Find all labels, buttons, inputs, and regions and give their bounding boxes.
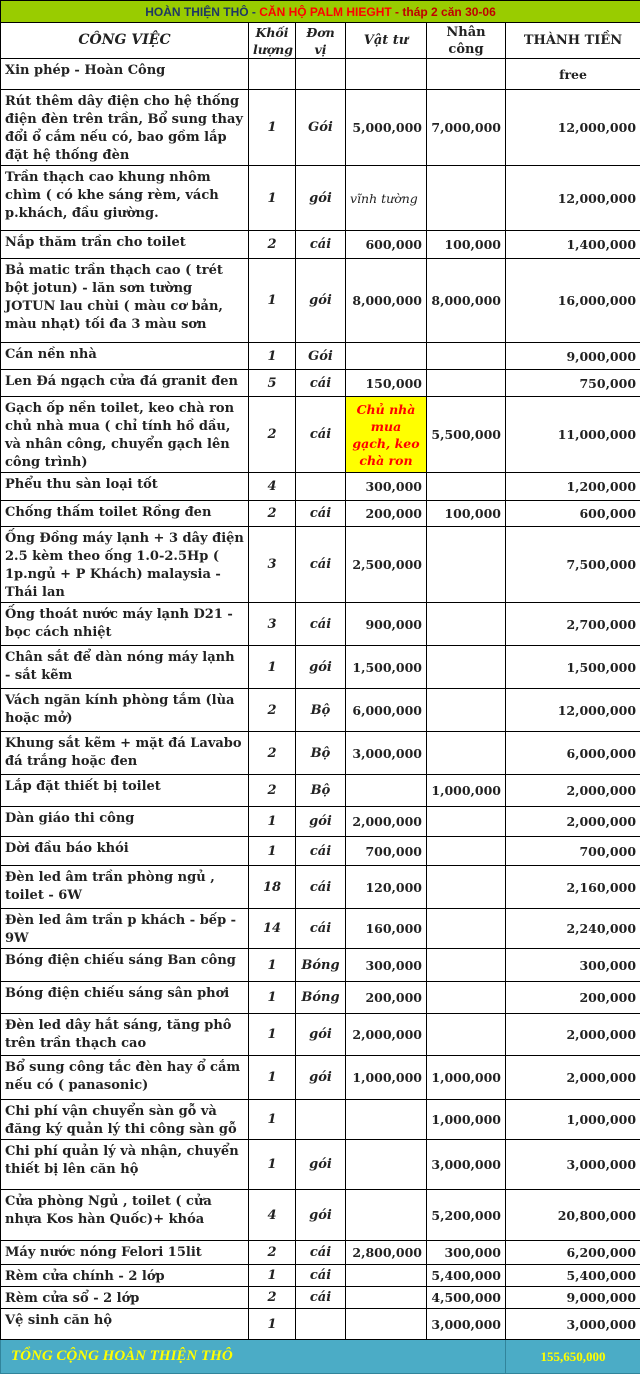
- row-unit: cái: [296, 603, 346, 646]
- row-material: [346, 1100, 427, 1140]
- row-description: Dàn giáo thi công: [1, 807, 249, 837]
- row-total: 12,000,000: [506, 689, 640, 732]
- row-description: Phểu thu sàn loại tốt: [1, 473, 249, 501]
- row-unit: gói: [296, 646, 346, 689]
- row-labor: [427, 370, 506, 397]
- row-labor: [427, 807, 506, 837]
- row-labor: [427, 59, 506, 90]
- row-quantity: 1: [249, 343, 296, 370]
- row-labor: [427, 837, 506, 866]
- row-material: 200,000: [346, 501, 427, 527]
- row-unit: [296, 1100, 346, 1140]
- row-total: 9,000,000: [506, 343, 640, 370]
- table-row: [1, 1014, 640, 1056]
- row-total: 20,800,000: [506, 1190, 640, 1241]
- row-total: 1,400,000: [506, 231, 640, 259]
- row-unit: gói: [296, 259, 346, 343]
- row-unit: [296, 473, 346, 501]
- row-description: Lắp đặt thiết bị toilet: [1, 775, 249, 807]
- row-material-note: Chủ nhà mua gạch, keo chà ron: [346, 397, 427, 473]
- table-row: [1, 1100, 640, 1140]
- table-row: [1, 775, 640, 807]
- sheet-title: [1, 1, 640, 23]
- table-row: [1, 90, 640, 166]
- row-quantity: 2: [249, 775, 296, 807]
- grand-total-row: [1, 1340, 640, 1374]
- row-labor: 4,500,000: [427, 1287, 506, 1309]
- table-row: [1, 732, 640, 775]
- table-row: [1, 473, 640, 501]
- table-row: [1, 603, 640, 646]
- row-description: Bả matic trần thạch cao ( trét bột jotun) - lăn sơn tường JOTUN lau chùi ( màu cơ bản, màu nhạt) tối đa 3 màu sơn: [1, 259, 249, 343]
- row-description: Chân sắt để dàn nóng máy lạnh - sắt kẽm: [1, 646, 249, 689]
- header-row: [1, 23, 640, 59]
- row-description: Đèn led âm trần phòng ngủ , toilet - 6W: [1, 866, 249, 909]
- table-row: [1, 1241, 640, 1265]
- row-quantity: 1: [249, 1265, 296, 1287]
- row-labor: [427, 982, 506, 1014]
- row-material: [346, 1287, 427, 1309]
- row-quantity: 4: [249, 1190, 296, 1241]
- row-total: 3,000,000: [506, 1140, 640, 1190]
- table-row: [1, 689, 640, 732]
- row-material: 300,000: [346, 949, 427, 982]
- row-total: 6,000,000: [506, 732, 640, 775]
- header-total: THÀNH TIỀN: [506, 23, 640, 59]
- row-quantity: 3: [249, 603, 296, 646]
- row-labor: [427, 1014, 506, 1056]
- row-unit: cái: [296, 866, 346, 909]
- row-quantity: 2: [249, 397, 296, 473]
- table-row: [1, 370, 640, 397]
- row-description: Chi phí vận chuyển sàn gỗ và đăng ký quản lý thi công sàn gỗ: [1, 1100, 249, 1140]
- row-quantity: 2: [249, 689, 296, 732]
- row-quantity: 1: [249, 1140, 296, 1190]
- row-labor: [427, 689, 506, 732]
- row-description: Chi phí quản lý và nhận, chuyển thiết bị lên căn hộ: [1, 1140, 249, 1190]
- row-quantity: 1: [249, 1100, 296, 1140]
- row-labor: 3,000,000: [427, 1309, 506, 1340]
- row-material: [346, 59, 427, 90]
- row-total: 2,160,000: [506, 866, 640, 909]
- row-description: Rèm cửa chính - 2 lớp: [1, 1265, 249, 1287]
- table-row: [1, 837, 640, 866]
- row-description: Bóng điện chiếu sáng sân phơi: [1, 982, 249, 1014]
- row-material: vĩnh tường: [346, 166, 427, 231]
- table-row: [1, 397, 640, 473]
- row-quantity: 1: [249, 949, 296, 982]
- row-total: 2,000,000: [506, 775, 640, 807]
- row-labor: 3,000,000: [427, 1140, 506, 1190]
- row-labor: [427, 166, 506, 231]
- row-quantity: 2: [249, 1287, 296, 1309]
- row-total: 2,000,000: [506, 807, 640, 837]
- row-description: Dời đầu báo khói: [1, 837, 249, 866]
- row-quantity: 1: [249, 646, 296, 689]
- row-total: 3,000,000: [506, 1309, 640, 1340]
- row-labor: 100,000: [427, 231, 506, 259]
- row-quantity: 4: [249, 473, 296, 501]
- row-labor: [427, 473, 506, 501]
- table-row: [1, 1287, 640, 1309]
- row-material: 1,500,000: [346, 646, 427, 689]
- row-quantity: 14: [249, 909, 296, 949]
- row-quantity: 1: [249, 90, 296, 166]
- row-labor: [427, 866, 506, 909]
- table-row: [1, 949, 640, 982]
- row-labor: 100,000: [427, 501, 506, 527]
- title-part-2: CĂN HỘ PALM HIEGHT: [259, 5, 391, 19]
- row-material: 1,000,000: [346, 1056, 427, 1100]
- row-description: Bóng điện chiếu sáng Ban công: [1, 949, 249, 982]
- row-material: 700,000: [346, 837, 427, 866]
- row-labor: [427, 646, 506, 689]
- row-total: 9,000,000: [506, 1287, 640, 1309]
- row-material: 150,000: [346, 370, 427, 397]
- row-total: 1,000,000: [506, 1100, 640, 1140]
- row-material: 160,000: [346, 909, 427, 949]
- table-row: [1, 343, 640, 370]
- row-unit: cái: [296, 1241, 346, 1265]
- grand-total-value: 155,650,000: [506, 1340, 640, 1374]
- row-unit: gói: [296, 166, 346, 231]
- row-description: Ống thoát nước máy lạnh D21 - bọc cách nhiệt: [1, 603, 249, 646]
- row-labor: [427, 527, 506, 603]
- row-total: 2,000,000: [506, 1056, 640, 1100]
- row-unit: cái: [296, 527, 346, 603]
- row-total: 1,500,000: [506, 646, 640, 689]
- row-total: 1,200,000: [506, 473, 640, 501]
- row-labor: 5,500,000: [427, 397, 506, 473]
- row-description: Đèn led dây hắt sáng, tăng phô trên trần thạch cao: [1, 1014, 249, 1056]
- row-unit: gói: [296, 1014, 346, 1056]
- row-quantity: 2: [249, 1241, 296, 1265]
- row-total: 2,700,000: [506, 603, 640, 646]
- row-material: 2,500,000: [346, 527, 427, 603]
- title-part-3: - tháp 2 căn 30-06: [392, 5, 496, 19]
- row-description: Vệ sinh căn hộ: [1, 1309, 249, 1340]
- row-labor: [427, 603, 506, 646]
- row-description: Đèn led âm trần p khách - bếp - 9W: [1, 909, 249, 949]
- row-unit: Bộ: [296, 775, 346, 807]
- row-description: Rèm cửa sổ - 2 lớp: [1, 1287, 249, 1309]
- row-material: 200,000: [346, 982, 427, 1014]
- row-quantity: [249, 59, 296, 90]
- row-quantity: 2: [249, 501, 296, 527]
- table-row: [1, 527, 640, 603]
- row-unit: cái: [296, 1265, 346, 1287]
- table-row: [1, 1265, 640, 1287]
- row-labor: 7,000,000: [427, 90, 506, 166]
- row-labor: [427, 732, 506, 775]
- header-material: Vật tư: [346, 23, 427, 59]
- row-unit: cái: [296, 231, 346, 259]
- row-material: 2,800,000: [346, 1241, 427, 1265]
- row-labor: [427, 909, 506, 949]
- row-labor: [427, 949, 506, 982]
- row-unit: gói: [296, 807, 346, 837]
- row-unit: Bộ: [296, 689, 346, 732]
- table-row: [1, 231, 640, 259]
- row-description: Len Đá ngạch cửa đá granit đen: [1, 370, 249, 397]
- table-row: [1, 1140, 640, 1190]
- row-material: 6,000,000: [346, 689, 427, 732]
- row-material: 300,000: [346, 473, 427, 501]
- row-material: 2,000,000: [346, 807, 427, 837]
- row-quantity: 2: [249, 231, 296, 259]
- header-quantity: Khối lượng: [249, 23, 296, 59]
- row-labor: 1,000,000: [427, 775, 506, 807]
- row-labor: 1,000,000: [427, 1056, 506, 1100]
- row-material: 8,000,000: [346, 259, 427, 343]
- row-description: Khung sắt kẽm + mặt đá Lavabo đá trắng hoặc đen: [1, 732, 249, 775]
- row-unit: cái: [296, 1287, 346, 1309]
- row-unit: gói: [296, 1056, 346, 1100]
- table-row: [1, 166, 640, 231]
- title-part-1: HOÀN THIỆN THÔ -: [145, 5, 259, 19]
- row-quantity: 1: [249, 982, 296, 1014]
- row-total: 5,400,000: [506, 1265, 640, 1287]
- row-total: 7,500,000: [506, 527, 640, 603]
- row-unit: [296, 59, 346, 90]
- row-unit: cái: [296, 501, 346, 527]
- row-labor: 5,400,000: [427, 1265, 506, 1287]
- row-labor: 8,000,000: [427, 259, 506, 343]
- row-total: 300,000: [506, 949, 640, 982]
- row-description: Nắp thăm trần cho toilet: [1, 231, 249, 259]
- row-quantity: 18: [249, 866, 296, 909]
- row-description: Rút thêm dây điện cho hệ thống điện đèn trên trần, Bổ sung thay đổi ổ cắm nếu có, bao gồm lắp đặt hệ thống đèn: [1, 90, 249, 166]
- row-total: 12,000,000: [506, 90, 640, 166]
- row-unit: Gói: [296, 90, 346, 166]
- row-labor: [427, 343, 506, 370]
- row-material: 2,000,000: [346, 1014, 427, 1056]
- row-total: free: [506, 59, 640, 90]
- row-description: Gạch ốp nền toilet, keo chà ron chủ nhà mua ( chỉ tính hồ dầu, và nhân công, chuyển gạch lên công trình): [1, 397, 249, 473]
- row-quantity: 1: [249, 259, 296, 343]
- row-unit: gói: [296, 1190, 346, 1241]
- row-quantity: 1: [249, 1056, 296, 1100]
- row-unit: Bóng: [296, 949, 346, 982]
- row-material: [346, 775, 427, 807]
- row-unit: gói: [296, 1140, 346, 1190]
- row-labor: 300,000: [427, 1241, 506, 1265]
- row-total: 200,000: [506, 982, 640, 1014]
- row-quantity: 2: [249, 732, 296, 775]
- row-description: Ống Đồng máy lạnh + 3 dây điện 2.5 kèm theo ống 1.0-2.5Hp ( 1p.ngủ + P Khách) malaysia - Thái lan: [1, 527, 249, 603]
- row-material: [346, 1190, 427, 1241]
- header-labor: Nhân công: [427, 23, 506, 59]
- table-row: [1, 909, 640, 949]
- row-unit: Bộ: [296, 732, 346, 775]
- row-quantity: 1: [249, 1014, 296, 1056]
- row-description: Vách ngăn kính phòng tắm (lùa hoặc mở): [1, 689, 249, 732]
- row-labor: 1,000,000: [427, 1100, 506, 1140]
- row-description: Chống thấm toilet Rồng đen: [1, 501, 249, 527]
- row-unit: Gói: [296, 343, 346, 370]
- table-row: [1, 59, 640, 90]
- row-unit: cái: [296, 909, 346, 949]
- row-material: [346, 1140, 427, 1190]
- table-row: [1, 501, 640, 527]
- row-total: 2,240,000: [506, 909, 640, 949]
- table-row: [1, 1056, 640, 1100]
- row-quantity: 5: [249, 370, 296, 397]
- row-total: 11,000,000: [506, 397, 640, 473]
- row-total: 600,000: [506, 501, 640, 527]
- row-quantity: 1: [249, 166, 296, 231]
- title-row: [1, 1, 640, 23]
- row-quantity: 1: [249, 1309, 296, 1340]
- table-row: [1, 646, 640, 689]
- row-labor: 5,200,000: [427, 1190, 506, 1241]
- row-material: [346, 343, 427, 370]
- row-unit: Bóng: [296, 982, 346, 1014]
- row-description: Cán nền nhà: [1, 343, 249, 370]
- row-total: 16,000,000: [506, 259, 640, 343]
- table-row: [1, 866, 640, 909]
- header-unit: Đơn vị: [296, 23, 346, 59]
- row-quantity: 3: [249, 527, 296, 603]
- row-total: 12,000,000: [506, 166, 640, 231]
- table-row: [1, 1190, 640, 1241]
- row-material: 5,000,000: [346, 90, 427, 166]
- row-material: 120,000: [346, 866, 427, 909]
- row-material: 3,000,000: [346, 732, 427, 775]
- table-row: [1, 259, 640, 343]
- row-unit: cái: [296, 397, 346, 473]
- row-total: 750,000: [506, 370, 640, 397]
- row-total: 700,000: [506, 837, 640, 866]
- row-unit: cái: [296, 837, 346, 866]
- row-total: 2,000,000: [506, 1014, 640, 1056]
- row-material: 900,000: [346, 603, 427, 646]
- table-row: [1, 982, 640, 1014]
- row-description: Trần thạch cao khung nhôm chìm ( có khe sáng rèm, vách p.khách, đầu giường.: [1, 166, 249, 231]
- row-quantity: 1: [249, 837, 296, 866]
- row-total: 6,200,000: [506, 1241, 640, 1265]
- row-unit: cái: [296, 370, 346, 397]
- row-material: [346, 1265, 427, 1287]
- grand-total-label: TỔNG CỘNG HOÀN THIỆN THÔ: [1, 1340, 506, 1374]
- row-quantity: 1: [249, 807, 296, 837]
- row-description: Cửa phòng Ngủ , toilet ( cửa nhựa Kos hàn Quốc)+ khóa: [1, 1190, 249, 1241]
- row-description: Xin phép - Hoàn Công: [1, 59, 249, 90]
- table-row: [1, 807, 640, 837]
- header-work: CÔNG VIỆC: [1, 23, 249, 59]
- row-description: Bổ sung công tắc đèn hay ổ cắm nếu có ( panasonic): [1, 1056, 249, 1100]
- row-description: Máy nước nóng Felori 15lit: [1, 1241, 249, 1265]
- row-material: 600,000: [346, 231, 427, 259]
